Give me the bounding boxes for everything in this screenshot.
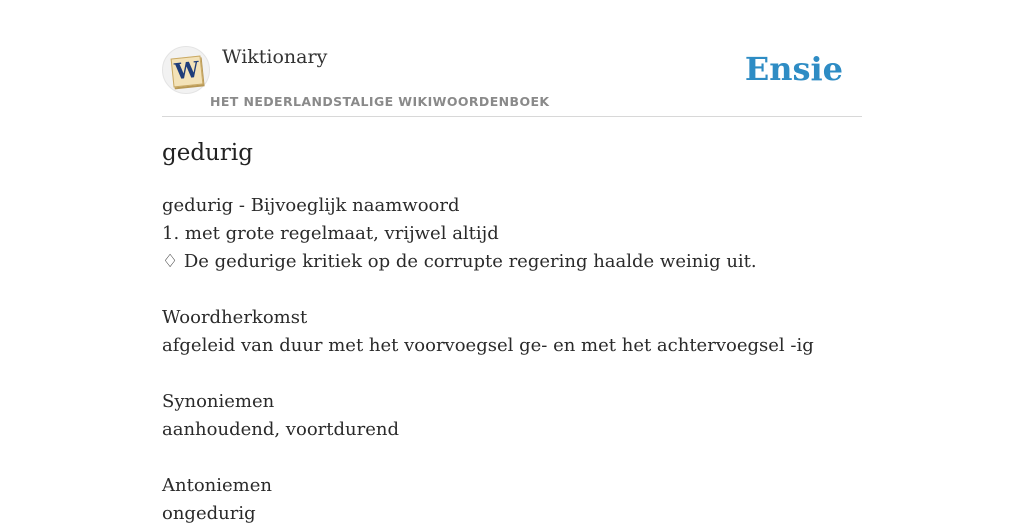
page-title: gedurig [162,140,253,166]
site-header [162,44,862,117]
example-sentence: ♢ De gedurige kritiek op de corrupte regering haalde weinig uit. [162,251,757,272]
etymology-heading: Woordherkomst [162,307,308,328]
site-title[interactable]: Wiktionary [222,46,328,68]
spacer [162,276,862,304]
etymology-text: afgeleid van duur met het voorvoegsel ge- en met het achtervoegsel -ig [162,335,814,356]
antonyms-text: ongedurig [162,503,256,524]
logo-tile-icon: W [171,56,204,88]
synonyms-text: aanhoudend, voortdurend [162,419,399,440]
part-of-speech-line: gedurig - Bijvoeglijk naamwoord [162,195,460,216]
ensie-brand-link[interactable]: Ensie [744,50,843,88]
entry-body [162,192,862,528]
spacer [162,360,862,388]
antonyms-heading: Antoniemen [162,475,272,496]
site-tagline: HET NEDERLANDSTALIGE WIKIWOORDENBOEK [210,94,550,109]
definition-line: 1. met grote regelmaat, vrijwel altijd [162,223,499,244]
spacer [162,444,862,472]
synonyms-heading: Synoniemen [162,391,275,412]
wiktionary-logo[interactable] [162,46,210,94]
